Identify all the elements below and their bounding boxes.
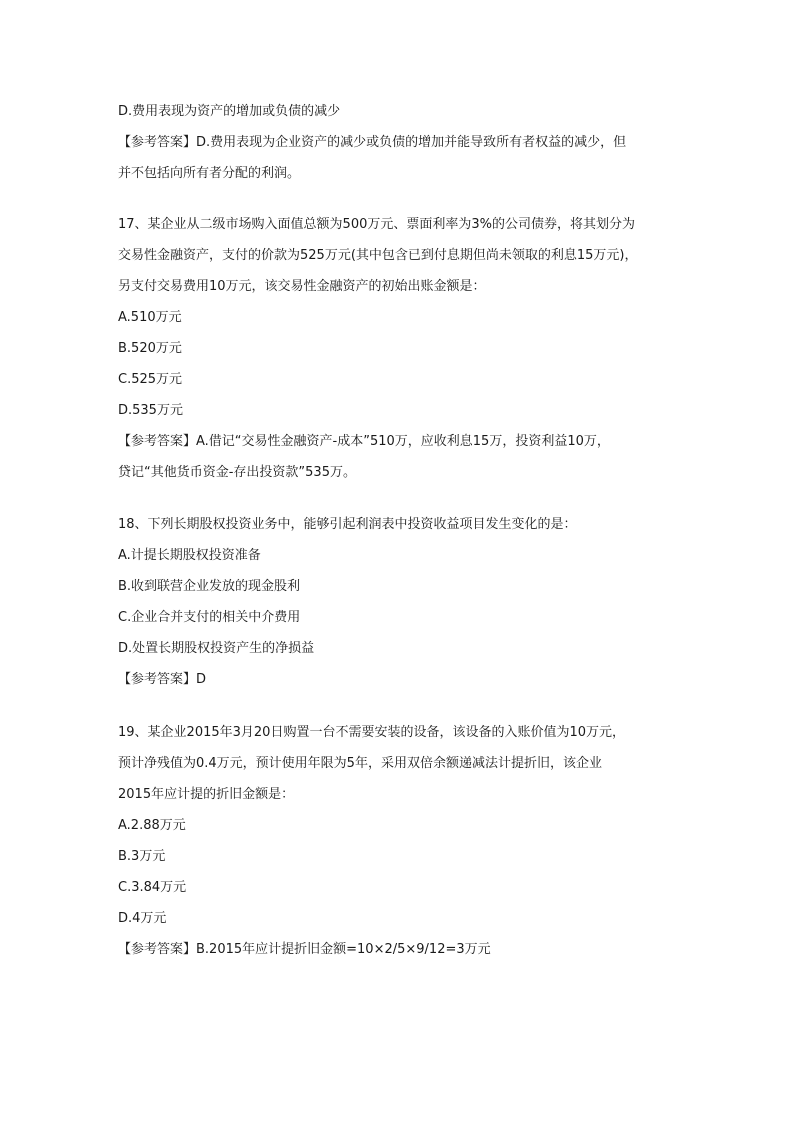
q18-answer: 【参考答案】D [118,672,207,687]
q18-option-d: D.处置长期股权投资产生的净损益 [118,641,315,656]
prev-option-d: D.费用表现为资产的增加或负债的减少 [118,104,341,119]
q18-option-a: A.计提长期股权投资准备 [118,548,261,563]
prev-answer-line1: 【参考答案】D.费用表现为企业资产的减少或负债的增加并能导致所有者权益的减少，但 [118,135,627,150]
q17-answer-line2: 贷记“其他货币资金-存出投资款”535万。 [118,465,356,480]
q18-stem: 18、下列长期股权投资业务中，能够引起利润表中投资收益项目发生变化的是： [118,517,577,532]
q18-option-b: B.收到联营企业发放的现金股利 [118,579,301,594]
q19-option-d: D.4万元 [118,911,167,926]
q19-answer: 【参考答案】B.2015年应计提折旧金额=10×2/5×9/12=3万元 [118,942,491,957]
q17-answer-line1: 【参考答案】A.借记“交易性金融资产-成本”510万，应收利息15万，投资利益10万， [118,434,610,449]
q19-stem-line2: 预计净残值为0.4万元，预计使用年限为5年，采用双倍余额递减法计提折旧，该企业 [118,756,602,771]
q17-option-a: A.510万元 [118,310,182,325]
q19-option-b: B.3万元 [118,849,166,864]
q17-option-d: D.535万元 [118,403,183,418]
q19-stem-line1: 19、某企业2015年3月20日购置一台不需要安装的设备，该设备的入账价值为10万元， [118,725,625,740]
q17-stem-line3: 另支付交易费用10万元，该交易性金融资产的初始出账金额是： [118,279,486,294]
q17-option-b: B.520万元 [118,341,182,356]
q19-option-a: A.2.88万元 [118,818,186,833]
q17-stem-line1: 17、某企业从二级市场购入面值总额为500万元、票面利率为3%的公司债券，将其划分为 [118,217,635,232]
prev-answer-line2: 并不包括向所有者分配的利润。 [118,166,301,181]
q17-option-c: C.525万元 [118,372,183,387]
q18-option-c: C.企业合并支付的相关中介费用 [118,610,301,625]
q17-stem-line2: 交易性金融资产，支付的价款为525万元(其中包含已到付息期但尚未领取的利息15万元)， [118,248,638,263]
q19-option-c: C.3.84万元 [118,880,187,895]
q19-stem-line3: 2015年应计提的折旧金额是： [118,787,295,802]
